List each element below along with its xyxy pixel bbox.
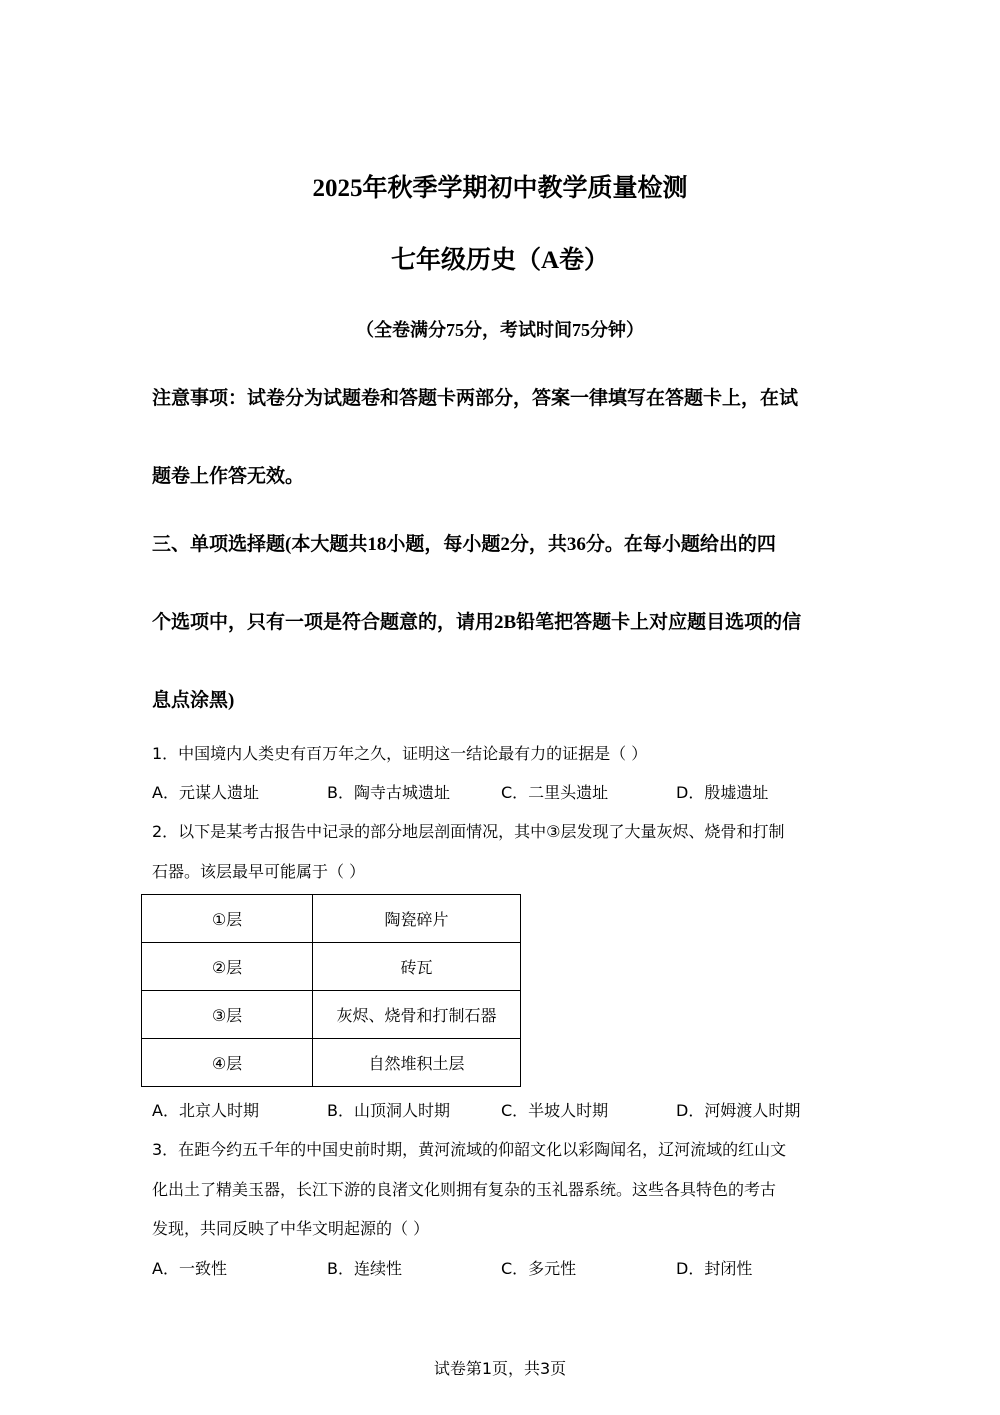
question-3-text-line-3: 发现，共同反映了中华文明起源的（ ） xyxy=(152,1219,430,1238)
notice-line-2: 题卷上作答无效。 xyxy=(152,466,305,487)
table-cell-layer: ②层 xyxy=(142,943,313,991)
option-d: D．河姆渡人时期 xyxy=(676,1101,801,1120)
strata-table xyxy=(141,894,521,1087)
page-footer: 试卷第1页，共3页 xyxy=(433,1359,567,1378)
table-row xyxy=(142,991,521,1039)
question-3-text-line-1: 3．在距今约五千年的中国史前时期，黄河流域的仰韶文化以彩陶闻名，辽河流域的红山文 xyxy=(152,1140,787,1159)
question-3-text-line-2: 化出土了精美玉器，长江下游的良渚文化则拥有复杂的玉礼器系统。这些各具特色的考古 xyxy=(152,1180,777,1199)
option-c: C．半坡人时期 xyxy=(501,1101,609,1120)
table-cell-layer: ①层 xyxy=(142,895,313,943)
table-cell-finding: 陶瓷碎片 xyxy=(313,895,521,943)
option-a: A．北京人时期 xyxy=(152,1101,259,1120)
option-a: A．元谋人遗址 xyxy=(152,783,259,802)
question-1-options xyxy=(152,780,852,804)
question-2-text-line-2: 石器。该层最早可能属于（ ） xyxy=(152,862,366,881)
exam-subtitle: 七年级历史（A卷） xyxy=(390,247,610,274)
exam-title: 2025年秋季学期初中教学质量检测 xyxy=(312,175,688,202)
table-row xyxy=(142,895,521,943)
option-c: C．二里头遗址 xyxy=(501,783,609,802)
option-a: A．一致性 xyxy=(152,1259,227,1278)
table-cell-layer: ④层 xyxy=(142,1039,313,1087)
section-heading-line-1: 三、单项选择题(本大题共18小题，每小题2分，共36分。在每小题给出的四 xyxy=(152,534,776,555)
option-c: C．多元性 xyxy=(501,1259,577,1278)
option-b: B．陶寺古城遗址 xyxy=(327,783,450,802)
section-heading-line-3: 息点涂黑) xyxy=(152,690,235,711)
table-row xyxy=(142,1039,521,1087)
option-b: B．连续性 xyxy=(327,1259,402,1278)
table-cell-layer: ③层 xyxy=(142,991,313,1039)
table-cell-finding: 灰烬、烧骨和打制石器 xyxy=(313,991,521,1039)
option-d: D．殷墟遗址 xyxy=(676,783,769,802)
section-heading-line-2: 个选项中，只有一项是符合题意的，请用2B铅笔把答题卡上对应题目选项的信 xyxy=(152,612,802,633)
option-b: B．山顶洞人时期 xyxy=(327,1101,450,1120)
option-d: D．封闭性 xyxy=(676,1259,753,1278)
exam-info: （全卷满分75分，考试时间75分钟） xyxy=(356,320,644,340)
table-cell-finding: 砖瓦 xyxy=(313,943,521,991)
table-row xyxy=(142,943,521,991)
question-2-text-line-1: 2．以下是某考古报告中记录的部分地层剖面情况，其中③层发现了大量灰烬、烧骨和打制 xyxy=(152,822,785,841)
question-2-options xyxy=(152,1098,852,1122)
question-3-options xyxy=(152,1256,852,1280)
table-cell-finding: 自然堆积土层 xyxy=(313,1039,521,1087)
notice-line-1: 注意事项：试卷分为试题卷和答题卡两部分，答案一律填写在答题卡上，在试 xyxy=(152,388,799,409)
question-1-text: 1．中国境内人类史有百万年之久，证明这一结论最有力的证据是（ ） xyxy=(152,744,648,763)
